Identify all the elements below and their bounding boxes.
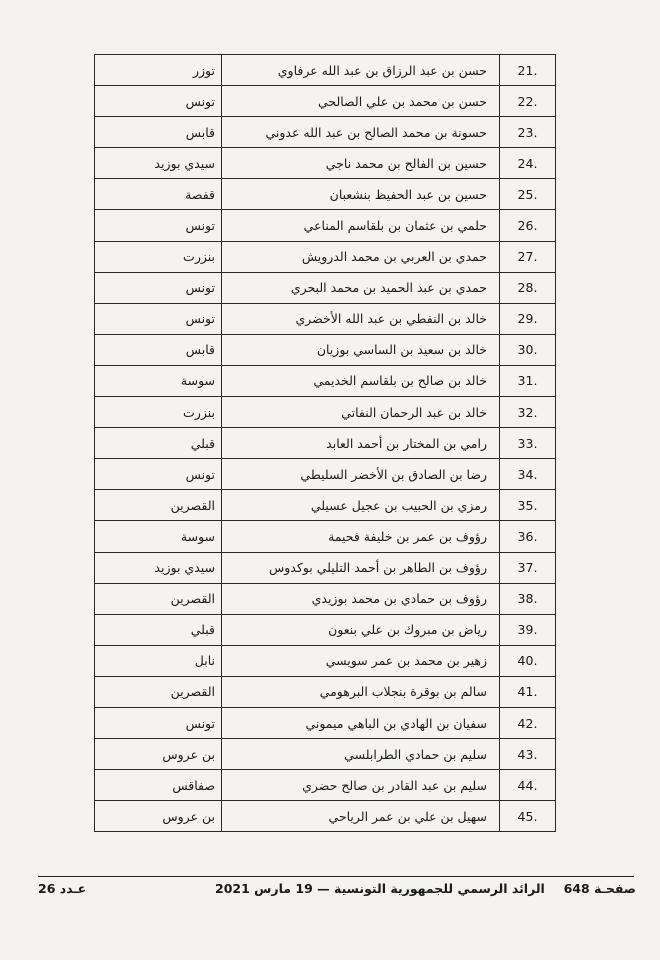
row-city: صفاقس <box>95 770 222 801</box>
row-number: 28. <box>500 272 556 303</box>
row-number: 32. <box>500 397 556 428</box>
row-name: رمزي بن الحبيب بن عجيل عسيلي <box>222 490 500 521</box>
row-number: 25. <box>500 179 556 210</box>
table-row <box>95 552 556 583</box>
row-city: بنزرت <box>95 397 222 428</box>
row-city: بن عروس <box>95 739 222 770</box>
row-city: قفصة <box>95 179 222 210</box>
row-name: زهير بن محمد بن عمر سويسي <box>222 645 500 676</box>
row-number: 26. <box>500 210 556 241</box>
names-table <box>94 54 556 832</box>
row-name: سليم بن عبد القادر بن صالح حضري <box>222 770 500 801</box>
row-city: توزر <box>95 55 222 86</box>
row-city: تونس <box>95 303 222 334</box>
row-city: تونس <box>95 272 222 303</box>
row-name: حمدي بن العربي بن محمد الدرويش <box>222 241 500 272</box>
table-row <box>95 55 556 86</box>
row-name: رياض بن مبروك بن علي بنعون <box>222 614 500 645</box>
table-row <box>95 428 556 459</box>
row-city: بن عروس <box>95 801 222 832</box>
row-name: خالد بن عبد الرحمان النفاتي <box>222 397 500 428</box>
row-city: قابس <box>95 334 222 365</box>
table-row <box>95 739 556 770</box>
row-number: 29. <box>500 303 556 334</box>
row-number: 24. <box>500 148 556 179</box>
table-row <box>95 770 556 801</box>
row-number: 41. <box>500 676 556 707</box>
table-row <box>95 521 556 552</box>
row-name: سفيان بن الهادي بن الباهي ميموني <box>222 707 500 738</box>
table-row <box>95 490 556 521</box>
row-name: خالد بن النفطي بن عبد الله الأخضري <box>222 303 500 334</box>
footer-journal-title: الرائد الرسمي للجمهورية التونسية — 19 مارس 2021 <box>215 881 545 896</box>
row-name: حسن بن محمد بن علي الصالحي <box>222 86 500 117</box>
row-number: 21. <box>500 55 556 86</box>
row-city: قبلي <box>95 614 222 645</box>
row-city: القصرين <box>95 676 222 707</box>
table-row <box>95 241 556 272</box>
row-name: رؤوف بن عمر بن خليفة فحيمة <box>222 521 500 552</box>
row-name: حسن بن عبد الرزاق بن عبد الله عرفاوي <box>222 55 500 86</box>
row-number: 37. <box>500 552 556 583</box>
row-city: تونس <box>95 210 222 241</box>
row-city: القصرين <box>95 583 222 614</box>
row-city: بنزرت <box>95 241 222 272</box>
row-name: حمدي بن عبد الحميد بن محمد البحري <box>222 272 500 303</box>
row-name: حسين بن الفالح بن محمد ناجي <box>222 148 500 179</box>
row-name: حسونة بن محمد الصالح بن عبد الله عدوني <box>222 117 500 148</box>
row-number: 42. <box>500 707 556 738</box>
row-city: نابل <box>95 645 222 676</box>
row-number: 39. <box>500 614 556 645</box>
table-row <box>95 707 556 738</box>
row-city: القصرين <box>95 490 222 521</box>
row-name: سليم بن حمادي الطرابلسي <box>222 739 500 770</box>
row-city: تونس <box>95 707 222 738</box>
row-number: 23. <box>500 117 556 148</box>
row-name: خالد بن سعيد بن الساسي بوزيان <box>222 334 500 365</box>
table-row <box>95 148 556 179</box>
row-city: تونس <box>95 86 222 117</box>
names-table-body <box>95 55 556 832</box>
row-name: خالد بن صالح بن بلقاسم الخديمي <box>222 365 500 396</box>
row-number: 30. <box>500 334 556 365</box>
row-city: تونس <box>95 459 222 490</box>
row-city: سيدي بوزيد <box>95 148 222 179</box>
row-name: رؤوف بن حمادي بن محمد بوزيدي <box>222 583 500 614</box>
row-city: قبلي <box>95 428 222 459</box>
table-row <box>95 397 556 428</box>
row-number: 34. <box>500 459 556 490</box>
row-city: سيدي بوزيد <box>95 552 222 583</box>
row-number: 40. <box>500 645 556 676</box>
row-number: 44. <box>500 770 556 801</box>
row-number: 33. <box>500 428 556 459</box>
table-row <box>95 614 556 645</box>
row-name: حلمي بن عثمان بن بلقاسم المناعي <box>222 210 500 241</box>
row-number: 27. <box>500 241 556 272</box>
row-name: رضا بن الصادق بن الأخضر السليطي <box>222 459 500 490</box>
table-row <box>95 210 556 241</box>
table-row <box>95 179 556 210</box>
table-row <box>95 365 556 396</box>
row-city: قابس <box>95 117 222 148</box>
footer-issue-number: عـدد 26 <box>38 881 87 896</box>
table-row <box>95 117 556 148</box>
table-row <box>95 86 556 117</box>
row-name: سالم بن بوقرة بنجلاب البرهومي <box>222 676 500 707</box>
row-number: 22. <box>500 86 556 117</box>
row-name: رامي بن المختار بن أحمد العابد <box>222 428 500 459</box>
row-name: سهيل بن علي بن عمر الرياحي <box>222 801 500 832</box>
table-row <box>95 583 556 614</box>
row-number: 38. <box>500 583 556 614</box>
row-number: 43. <box>500 739 556 770</box>
table-row <box>95 303 556 334</box>
row-number: 36. <box>500 521 556 552</box>
table-row <box>95 459 556 490</box>
row-city: سوسة <box>95 521 222 552</box>
footer-divider <box>38 876 634 877</box>
row-number: 45. <box>500 801 556 832</box>
footer-page-number: صفحـة 648 <box>563 881 636 896</box>
row-city: سوسة <box>95 365 222 396</box>
table-row <box>95 676 556 707</box>
table-row <box>95 645 556 676</box>
row-number: 35. <box>500 490 556 521</box>
row-name: حسين بن عبد الحفيظ بنشعبان <box>222 179 500 210</box>
table-row <box>95 334 556 365</box>
table-row <box>95 272 556 303</box>
row-number: 31. <box>500 365 556 396</box>
row-name: رؤوف بن الطاهر بن أحمد التليلي بوكدوس <box>222 552 500 583</box>
table-row <box>95 801 556 832</box>
